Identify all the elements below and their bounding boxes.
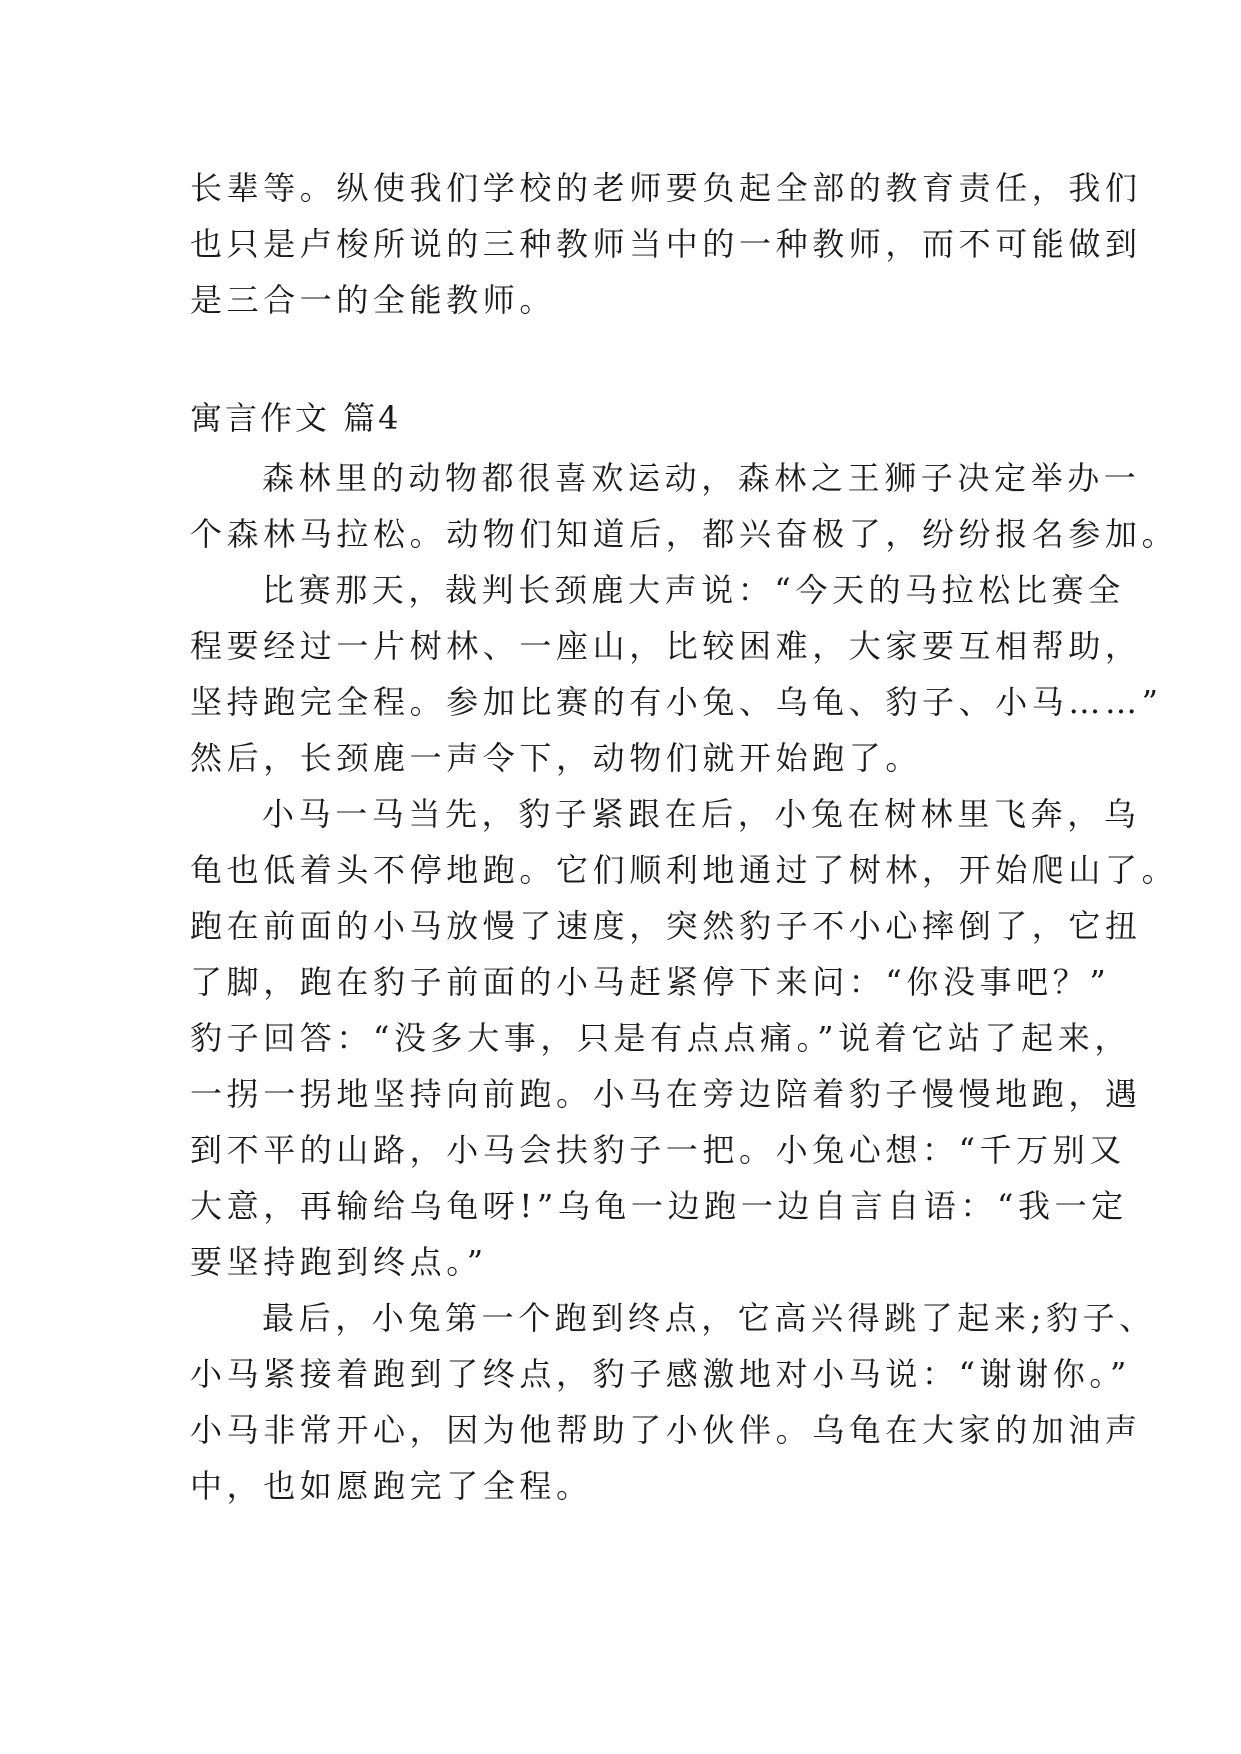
text-line: 到不平的山路，小马会扶豹子一把。小兔心想：“千万别又 — [190, 1131, 1126, 1169]
text-line: 森林里的动物都很喜欢运动，森林之王狮子决定举办一 — [262, 459, 1141, 497]
paragraph-4 — [190, 1290, 1156, 1514]
text-line: 程要经过一片树林、一座山，比较困难，大家要互相帮助， — [190, 627, 1142, 665]
text-line: 豹子回答：“没多大事，只是有点点痛。”说着它站了起来， — [190, 1019, 1131, 1057]
text-line: 长辈等。纵使我们学校的老师要负起全部的教育责任，我们 — [190, 169, 1142, 207]
text-line: 小马紧接着跑到了终点，豹子感激地对小马说：“谢谢你。” — [190, 1355, 1131, 1393]
text-line: 中，也如愿跑完了全程。 — [190, 1467, 593, 1505]
paragraph-3 — [190, 786, 1179, 1290]
section-heading — [190, 390, 1050, 446]
section-title: 寓言作文 篇4 — [190, 399, 402, 437]
text-line: 了脚，跑在豹子前面的小马赶紧停下来问：“你没事吧？” — [190, 963, 1111, 1001]
text-line: 大意，再输给乌龟呀!”乌龟一边跑一边自言自语：“我一定 — [190, 1187, 1128, 1225]
text-line: 龟也低着头不停地跑。它们顺利地通过了树林，开始爬山了。 — [190, 851, 1179, 889]
previous-text-continuation — [190, 160, 1142, 328]
paragraph-1 — [190, 450, 1179, 562]
text-line: 坚持跑完全程。参加比赛的有小兔、乌龟、豹子、小马……” — [190, 683, 1163, 721]
text-line: 要坚持跑到终点。” — [190, 1243, 488, 1281]
text-line: 比赛那天，裁判长颈鹿大声说：“今天的马拉松比赛全 — [262, 571, 1125, 609]
story-body — [190, 450, 1179, 1514]
text-line: 一拐一拐地坚持向前跑。小马在旁边陪着豹子慢慢地跑，遇 — [190, 1075, 1142, 1113]
paragraph-2 — [190, 562, 1163, 786]
text-line: 跑在前面的小马放慢了速度，突然豹子不小心摔倒了，它扭 — [190, 907, 1142, 945]
text-line: 然后，长颈鹿一声令下，动物们就开始跑了。 — [190, 739, 923, 777]
text-line: 小马一马当先，豹子紧跟在后，小兔在树林里飞奔，乌 — [262, 795, 1141, 833]
text-line: 个森林马拉松。动物们知道后，都兴奋极了，纷纷报名参加。 — [190, 515, 1179, 553]
text-line: 也只是卢梭所说的三种教师当中的一种教师，而不可能做到 — [190, 225, 1142, 263]
text-line: 最后，小兔第一个跑到终点，它高兴得跳了起来;豹子、 — [262, 1299, 1156, 1337]
text-line: 是三合一的全能教师。 — [190, 281, 557, 319]
text-line: 小马非常开心，因为他帮助了小伙伴。乌龟在大家的加油声 — [190, 1411, 1142, 1449]
